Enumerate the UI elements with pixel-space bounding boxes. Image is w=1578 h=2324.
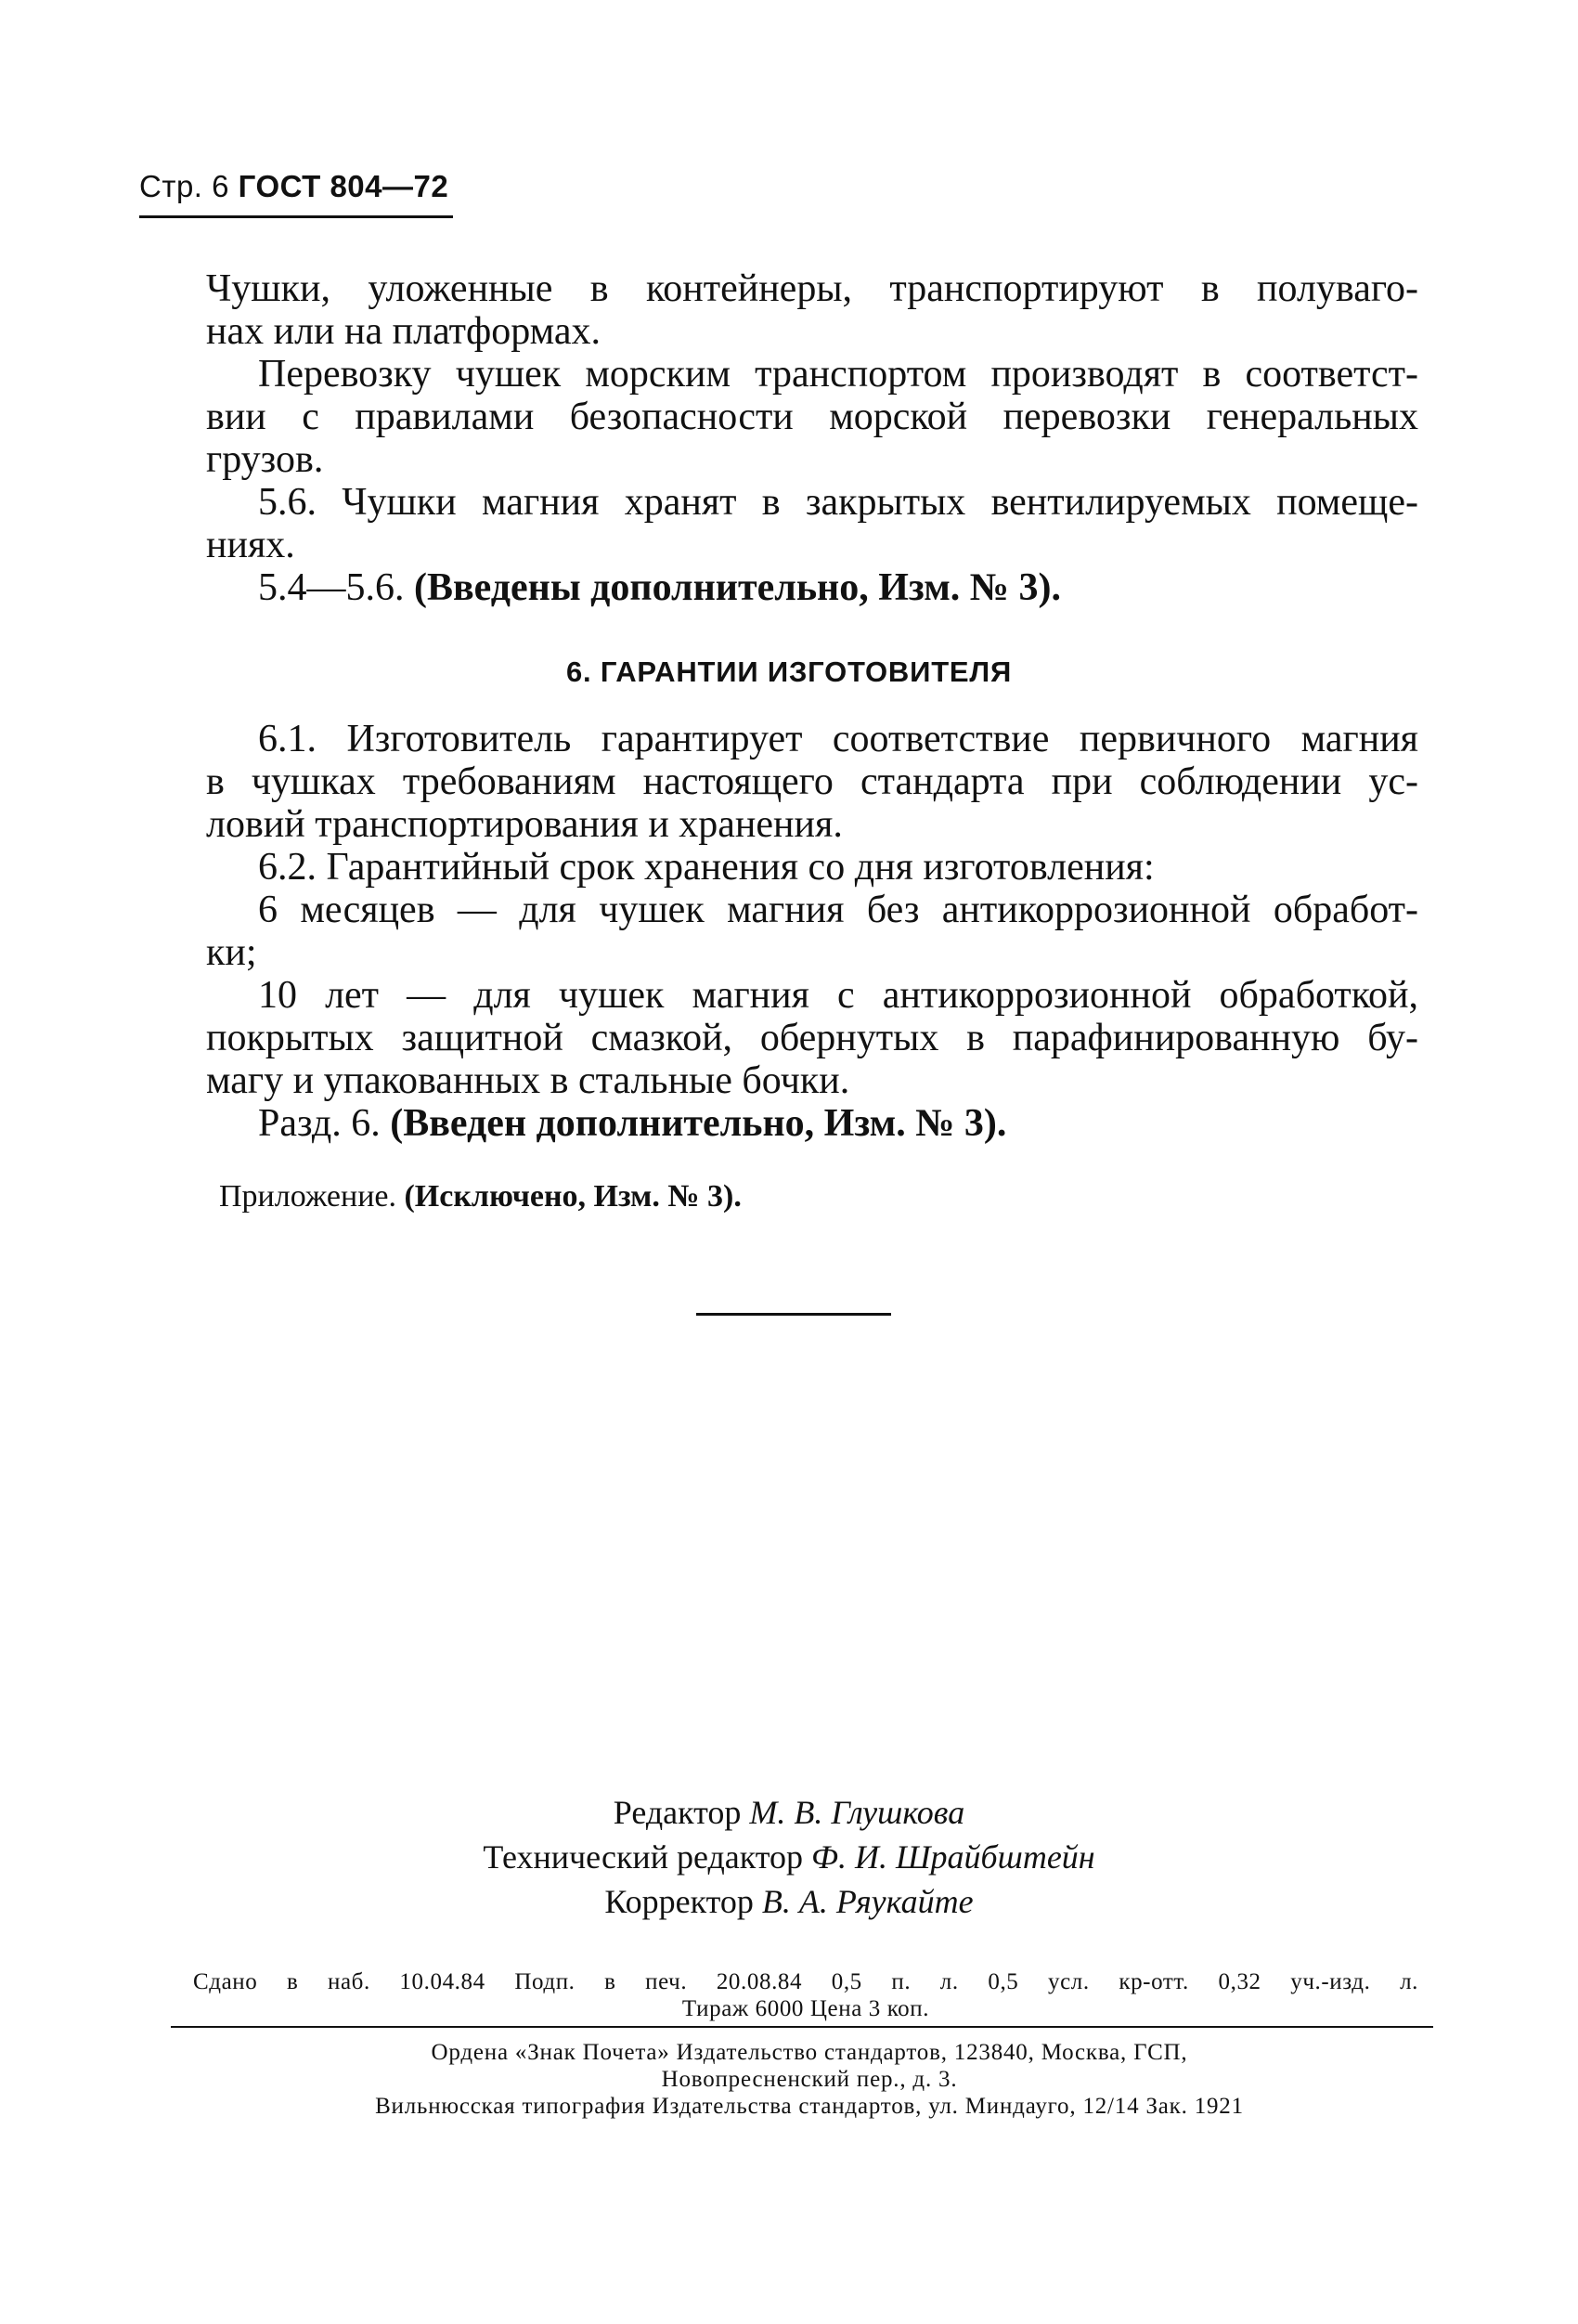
header-rule <box>139 215 453 218</box>
credit-name: Ф. И. Шрайбштейн <box>811 1838 1095 1876</box>
credit-name: В. А. Ряукайте <box>761 1883 974 1920</box>
body-line: Перевозку чушек морским транспортом производят в соответст- <box>258 353 1418 396</box>
publisher-line: Новопресненский пер., д. 3. <box>661 2067 958 2092</box>
body-line: 6.1. Изготовитель гарантирует соответствие первичного магния <box>258 718 1418 760</box>
warranty-block <box>206 718 1418 1145</box>
body-line: 6.2. Гарантийный срок хранения со дня изготовления: <box>258 846 1155 889</box>
body-line: ки; <box>206 931 257 974</box>
credit-corrector <box>0 1879 1578 1924</box>
amendment-note <box>206 1102 1418 1145</box>
body-line: 5.6. Чушки магния хранят в закрытых вентилируемых помеще- <box>258 481 1418 524</box>
body-line: 10 лет — для чушек магния с антикоррозионной обработкой, <box>258 974 1418 1017</box>
transport-storage-block <box>206 267 1418 609</box>
section-title: 6. ГАРАНТИИ ИЗГОТОВИТЕЛЯ <box>565 656 1013 688</box>
credit-label: Технический редактор <box>483 1838 812 1876</box>
credit-editor <box>0 1790 1578 1835</box>
amendment-note-prefix: 5.4—5.6. <box>258 566 414 609</box>
amendment-note-bold: (Введены дополнительно, Изм. № 3). <box>414 566 1061 609</box>
body-line: покрытых защитной смазкой, обернутых в парафинированную бу- <box>206 1017 1418 1059</box>
body-line: в чушках требованиям настоящего стандарта при соблюдении ус- <box>206 760 1418 803</box>
imprint-line: Тираж 6000 Цена 3 коп. <box>681 1996 930 2021</box>
appendix-prefix: Приложение. <box>219 1179 405 1214</box>
amendment-note <box>206 566 1418 609</box>
body-line: ловий транспортирования и хранения. <box>206 803 843 846</box>
publisher-block <box>243 2039 1376 2120</box>
separator-rule <box>696 1313 891 1316</box>
body-line: ниях. <box>206 524 295 566</box>
credit-label: Редактор <box>613 1794 750 1831</box>
page-header <box>139 169 448 204</box>
appendix-bold: (Исключено, Изм. № 3). <box>404 1179 742 1214</box>
body-line: 6 месяцев — для чушек магния без антикоррозионной обработ- <box>258 889 1418 931</box>
standard-code: ГОСТ 804—72 <box>238 169 449 203</box>
body-line: Чушки, уложенные в контейнеры, транспортируют в полуваго- <box>206 267 1418 310</box>
credits-block <box>0 1790 1578 1924</box>
imprint-line: Сдано в наб. 10.04.84 Подп. в печ. 20.08.84 0,5 п. л. 0,5 усл. кр-отт. 0,32 уч.-изд. л. <box>193 1969 1418 1994</box>
body-line: вии с правилами безопасности морской перевозки генеральных <box>206 396 1418 438</box>
body-line: нах или на платформах. <box>206 310 601 353</box>
body-line: магу и упакованных в стальные бочки. <box>206 1059 850 1102</box>
credit-tech-editor <box>0 1835 1578 1879</box>
page-number: Стр. 6 <box>139 169 239 203</box>
publisher-line: Вильнюсская типография Издательства стандартов, ул. Миндауго, 12/14 Зак. 1921 <box>375 2094 1244 2119</box>
print-imprint <box>193 1968 1418 2022</box>
publisher-line: Ордена «Знак Почета» Издательство стандартов, 123840, Москва, ГСП, <box>431 2040 1188 2065</box>
amendment-note-prefix: Разд. 6. <box>258 1102 391 1145</box>
imprint-rule <box>171 2026 1433 2028</box>
credit-label: Корректор <box>604 1883 762 1920</box>
amendment-note-bold: (Введен дополнительно, Изм. № 3). <box>390 1102 1007 1145</box>
credit-name: М. В. Глушкова <box>749 1794 965 1831</box>
body-line: грузов. <box>206 438 324 481</box>
appendix-note <box>219 1179 742 1214</box>
